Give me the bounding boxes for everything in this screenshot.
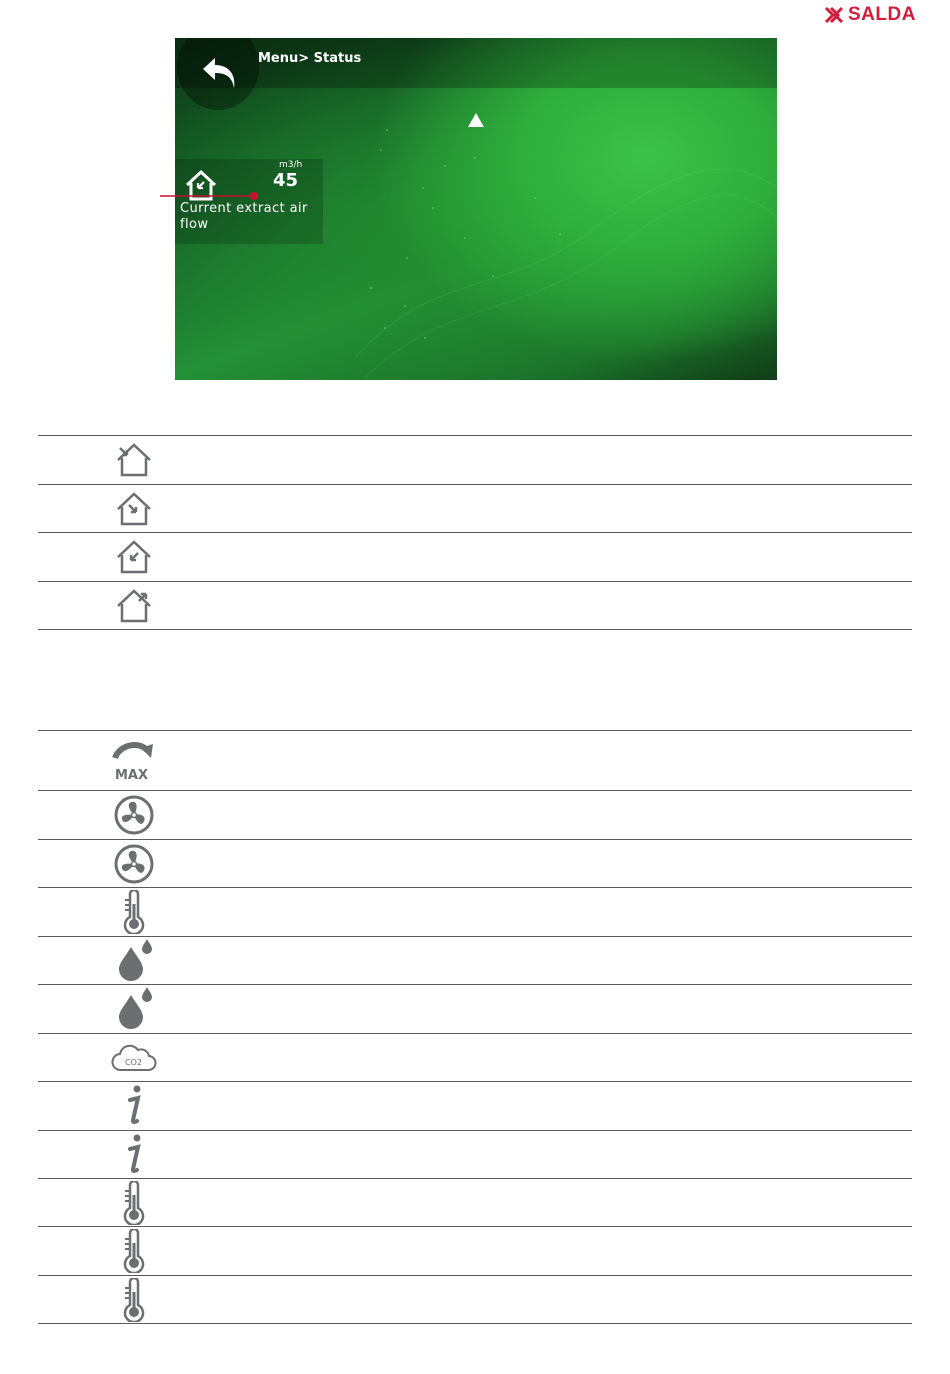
fan-icon bbox=[113, 794, 155, 836]
table-row bbox=[111, 843, 157, 885]
thermometer-icon bbox=[119, 890, 149, 934]
table-rule bbox=[38, 790, 912, 791]
extract-air-house-icon bbox=[114, 539, 154, 575]
table-row bbox=[111, 1181, 157, 1225]
table-row bbox=[111, 440, 157, 480]
co2-label: CO2 bbox=[125, 1058, 142, 1067]
exhaust-air-house-icon bbox=[114, 588, 154, 624]
fan-icon bbox=[113, 843, 155, 885]
table-row bbox=[111, 890, 157, 934]
breadcrumb: Menu> Status bbox=[258, 51, 362, 66]
table-row bbox=[111, 1229, 157, 1273]
flow-value: 45 bbox=[273, 170, 299, 191]
table-rule bbox=[38, 887, 912, 888]
table-row bbox=[111, 586, 157, 626]
table-row bbox=[111, 794, 157, 836]
table-rule bbox=[38, 629, 912, 630]
table-rule bbox=[38, 936, 912, 937]
table-row bbox=[111, 737, 157, 783]
table-rule bbox=[38, 484, 912, 485]
table-rule bbox=[38, 1178, 912, 1179]
flow-unit: m3/h bbox=[279, 160, 303, 170]
table-row bbox=[111, 537, 157, 577]
table-rule bbox=[38, 435, 912, 436]
brand-name: SALDA bbox=[848, 4, 916, 25]
thermometer-icon bbox=[119, 1278, 149, 1322]
co2-cloud-icon bbox=[111, 1042, 157, 1074]
table-row bbox=[111, 1084, 157, 1128]
table-row bbox=[111, 489, 157, 529]
thermometer-icon bbox=[119, 1181, 149, 1225]
table-rule bbox=[38, 1275, 912, 1276]
table-row bbox=[111, 939, 157, 981]
outdoor-air-house-icon bbox=[114, 442, 154, 478]
table-rule bbox=[38, 1033, 912, 1034]
table-row bbox=[111, 1039, 157, 1077]
table-rule bbox=[38, 1081, 912, 1082]
table-rule bbox=[38, 984, 912, 985]
max-boost-icon bbox=[111, 738, 157, 782]
back-arrow-icon bbox=[199, 54, 243, 94]
table-rule bbox=[38, 839, 912, 840]
table-rule bbox=[38, 581, 912, 582]
table-row bbox=[111, 987, 157, 1029]
humidity-drops-icon bbox=[113, 987, 155, 1029]
table-rule bbox=[38, 1226, 912, 1227]
table-row bbox=[111, 1133, 157, 1177]
humidity-drops-icon bbox=[113, 939, 155, 981]
table-rule bbox=[38, 730, 912, 731]
supply-air-house-icon bbox=[114, 491, 154, 527]
salda-logo bbox=[824, 4, 916, 26]
info-icon bbox=[119, 1133, 149, 1177]
table-row bbox=[111, 1278, 157, 1322]
salda-mark-icon bbox=[824, 6, 844, 24]
max-label: MAX bbox=[115, 768, 149, 782]
callout-line bbox=[160, 190, 265, 202]
table-rule bbox=[38, 532, 912, 533]
flow-label: Current extract air flow bbox=[180, 201, 308, 232]
table-rule bbox=[38, 1130, 912, 1131]
info-icon bbox=[119, 1084, 149, 1128]
device-screen bbox=[175, 38, 777, 380]
thermometer-icon bbox=[119, 1229, 149, 1273]
up-triangle-icon[interactable] bbox=[467, 112, 485, 128]
table-rule bbox=[38, 1323, 912, 1324]
